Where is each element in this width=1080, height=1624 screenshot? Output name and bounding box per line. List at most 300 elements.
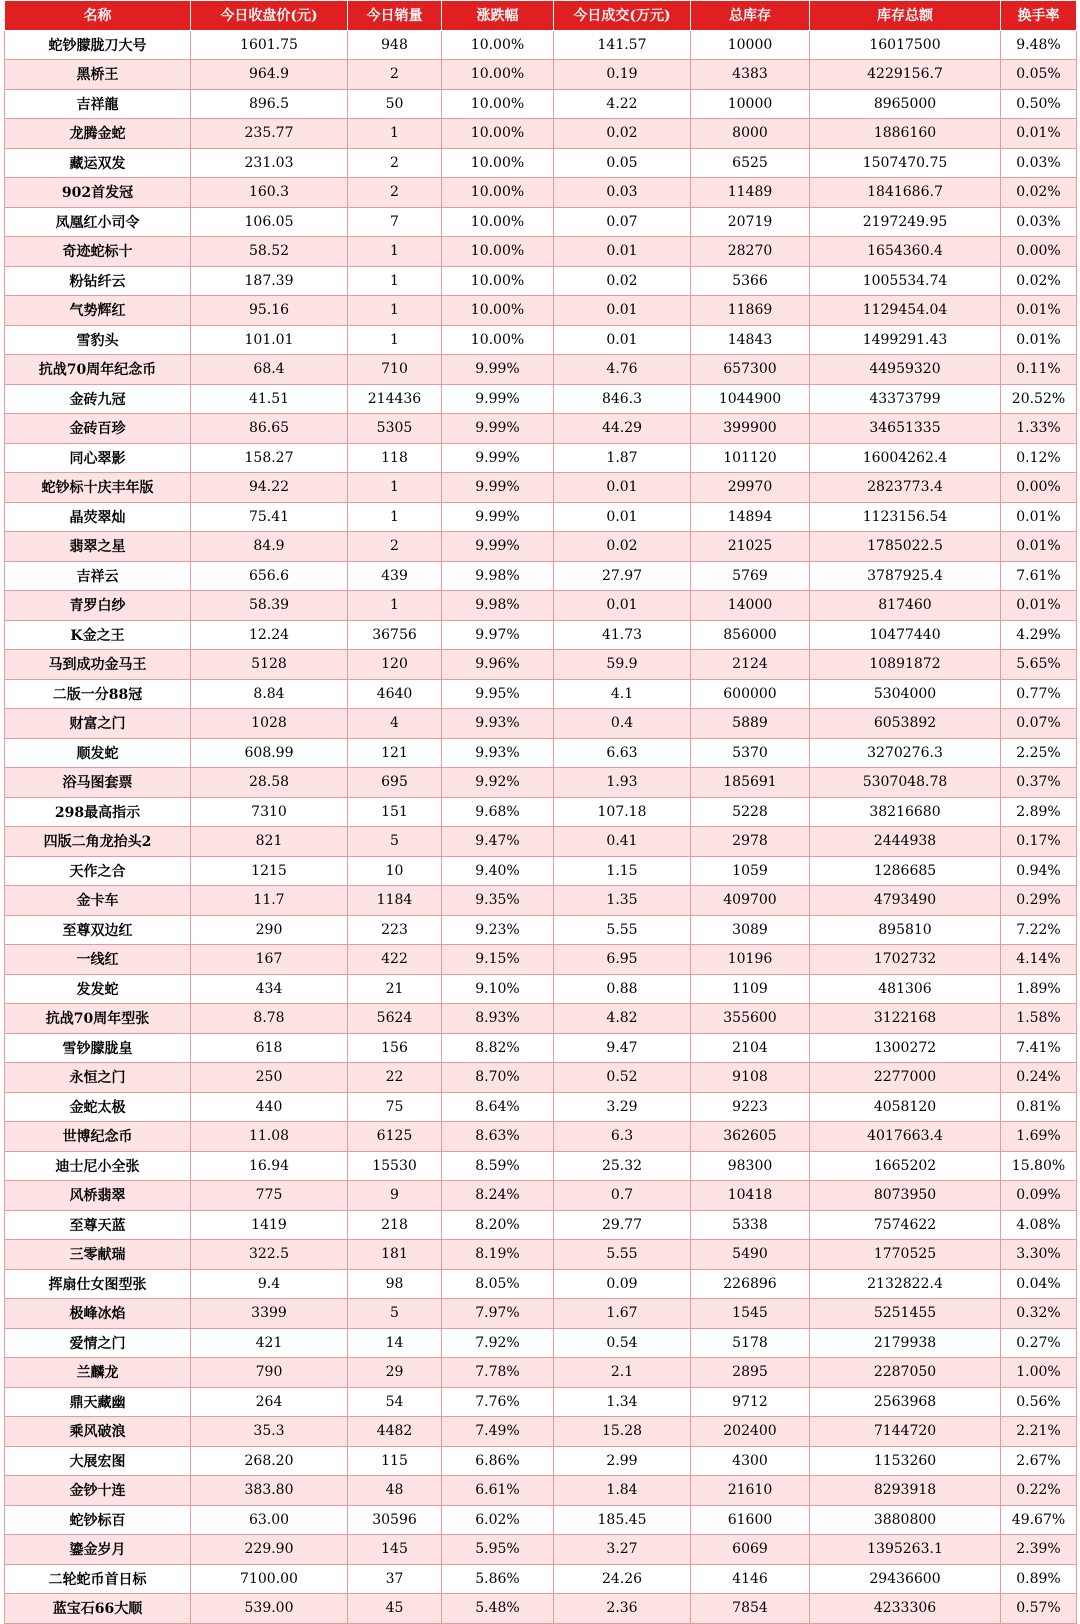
cell-name: 顺发蛇 bbox=[5, 738, 191, 768]
cell-sales: 156 bbox=[348, 1033, 442, 1063]
cell-name: 凤凰红小司令 bbox=[5, 207, 191, 237]
cell-sales: 118 bbox=[348, 443, 442, 473]
cell-inventory: 1109 bbox=[691, 974, 810, 1004]
cell-sales: 2 bbox=[348, 148, 442, 178]
cell-change: 7.49% bbox=[442, 1417, 554, 1447]
cell-change: 5.86% bbox=[442, 1564, 554, 1594]
table-row bbox=[5, 237, 1077, 267]
cell-sales: 1 bbox=[348, 266, 442, 296]
cell-sales: 1 bbox=[348, 119, 442, 149]
cell-close-price: 235.77 bbox=[191, 119, 348, 149]
cell-turnover-rate: 0.94% bbox=[1001, 856, 1077, 886]
cell-turnover-rate: 0.03% bbox=[1001, 148, 1077, 178]
table-row bbox=[5, 325, 1077, 355]
cell-turnover-amount: 0.01 bbox=[554, 473, 691, 503]
cell-inventory: 4146 bbox=[691, 1564, 810, 1594]
cell-sales: 54 bbox=[348, 1387, 442, 1417]
cell-turnover-rate: 0.02% bbox=[1001, 178, 1077, 208]
cell-sales: 948 bbox=[348, 30, 442, 60]
cell-turnover-amount: 24.26 bbox=[554, 1564, 691, 1594]
cell-turnover-rate: 4.08% bbox=[1001, 1210, 1077, 1240]
cell-name: 吉祥龍 bbox=[5, 89, 191, 119]
cell-sales: 5305 bbox=[348, 414, 442, 444]
cell-inventory-value: 44959320 bbox=[810, 355, 1001, 385]
cell-name: 粉钻纤云 bbox=[5, 266, 191, 296]
cell-turnover-rate: 0.05% bbox=[1001, 60, 1077, 90]
cell-inventory-value: 38216680 bbox=[810, 797, 1001, 827]
table-row bbox=[5, 30, 1077, 60]
cell-name: 一线红 bbox=[5, 945, 191, 975]
cell-sales: 10 bbox=[348, 856, 442, 886]
table-row bbox=[5, 797, 1077, 827]
cell-turnover-amount: 1.87 bbox=[554, 443, 691, 473]
cell-sales: 439 bbox=[348, 561, 442, 591]
table-row bbox=[5, 768, 1077, 798]
cell-inventory: 2104 bbox=[691, 1033, 810, 1063]
cell-inventory: 9108 bbox=[691, 1063, 810, 1093]
cell-inventory-value: 1702732 bbox=[810, 945, 1001, 975]
table-row bbox=[5, 1446, 1077, 1476]
cell-turnover-amount: 0.02 bbox=[554, 266, 691, 296]
cell-sales: 4 bbox=[348, 709, 442, 739]
cell-name: 乘风破浪 bbox=[5, 1417, 191, 1447]
table-row bbox=[5, 709, 1077, 739]
cell-name: 浴马图套票 bbox=[5, 768, 191, 798]
cell-turnover-rate: 7.61% bbox=[1001, 561, 1077, 591]
cell-turnover-rate: 0.01% bbox=[1001, 325, 1077, 355]
cell-sales: 4482 bbox=[348, 1417, 442, 1447]
cell-inventory: 5370 bbox=[691, 738, 810, 768]
cell-turnover-rate: 0.01% bbox=[1001, 532, 1077, 562]
cell-close-price: 11.08 bbox=[191, 1122, 348, 1152]
table-row bbox=[5, 679, 1077, 709]
cell-close-price: 68.4 bbox=[191, 355, 348, 385]
cell-name: 气势辉红 bbox=[5, 296, 191, 326]
cell-sales: 22 bbox=[348, 1063, 442, 1093]
cell-turnover-rate: 0.56% bbox=[1001, 1387, 1077, 1417]
cell-turnover-rate: 0.77% bbox=[1001, 679, 1077, 709]
cell-inventory: 5769 bbox=[691, 561, 810, 591]
cell-inventory-value: 8965000 bbox=[810, 89, 1001, 119]
cell-name: 翡翠之星 bbox=[5, 532, 191, 562]
cell-change: 9.93% bbox=[442, 738, 554, 768]
cell-close-price: 160.3 bbox=[191, 178, 348, 208]
cell-inventory: 11869 bbox=[691, 296, 810, 326]
table-body bbox=[5, 30, 1077, 1623]
cell-turnover-rate: 4.14% bbox=[1001, 945, 1077, 975]
table-row bbox=[5, 650, 1077, 680]
cell-turnover-amount: 141.57 bbox=[554, 30, 691, 60]
cell-turnover-rate: 49.67% bbox=[1001, 1505, 1077, 1535]
cell-sales: 151 bbox=[348, 797, 442, 827]
cell-close-price: 1419 bbox=[191, 1210, 348, 1240]
cell-turnover-amount: 0.19 bbox=[554, 60, 691, 90]
cell-close-price: 9.4 bbox=[191, 1269, 348, 1299]
cell-turnover-amount: 0.03 bbox=[554, 178, 691, 208]
cell-sales: 5 bbox=[348, 827, 442, 857]
cell-close-price: 75.41 bbox=[191, 502, 348, 532]
cell-turnover-amount: 0.01 bbox=[554, 296, 691, 326]
table-row bbox=[5, 1092, 1077, 1122]
cell-sales: 5 bbox=[348, 1299, 442, 1329]
cell-change: 10.00% bbox=[442, 30, 554, 60]
cell-change: 8.63% bbox=[442, 1122, 554, 1152]
cell-turnover-rate: 0.24% bbox=[1001, 1063, 1077, 1093]
cell-sales: 214436 bbox=[348, 384, 442, 414]
cell-name: 迪士尼小全张 bbox=[5, 1151, 191, 1181]
cell-inventory: 28270 bbox=[691, 237, 810, 267]
cell-name: 二版一分88冠 bbox=[5, 679, 191, 709]
cell-sales: 5624 bbox=[348, 1004, 442, 1034]
table-row bbox=[5, 738, 1077, 768]
cell-sales: 29 bbox=[348, 1358, 442, 1388]
cell-close-price: 86.65 bbox=[191, 414, 348, 444]
cell-change: 10.00% bbox=[442, 325, 554, 355]
cell-close-price: 187.39 bbox=[191, 266, 348, 296]
cell-inventory: 9223 bbox=[691, 1092, 810, 1122]
cell-turnover-amount: 0.01 bbox=[554, 237, 691, 267]
cell-change: 10.00% bbox=[442, 119, 554, 149]
cell-turnover-rate: 5.65% bbox=[1001, 650, 1077, 680]
cell-close-price: 63.00 bbox=[191, 1505, 348, 1535]
cell-turnover-rate: 20.52% bbox=[1001, 384, 1077, 414]
cell-name: 风桥翡翠 bbox=[5, 1181, 191, 1211]
cell-close-price: 58.52 bbox=[191, 237, 348, 267]
cell-close-price: 790 bbox=[191, 1358, 348, 1388]
cell-inventory: 101120 bbox=[691, 443, 810, 473]
cell-close-price: 5128 bbox=[191, 650, 348, 680]
cell-turnover-rate: 0.01% bbox=[1001, 591, 1077, 621]
cell-turnover-amount: 4.82 bbox=[554, 1004, 691, 1034]
table-row bbox=[5, 1210, 1077, 1240]
cell-close-price: 11.7 bbox=[191, 886, 348, 916]
cell-close-price: 7100.00 bbox=[191, 1564, 348, 1594]
cell-close-price: 618 bbox=[191, 1033, 348, 1063]
cell-turnover-rate: 9.48% bbox=[1001, 30, 1077, 60]
table-row bbox=[5, 1240, 1077, 1270]
cell-inventory: 226896 bbox=[691, 1269, 810, 1299]
cell-close-price: 95.16 bbox=[191, 296, 348, 326]
cell-inventory: 399900 bbox=[691, 414, 810, 444]
cell-change: 7.78% bbox=[442, 1358, 554, 1388]
cell-name: 大展宏图 bbox=[5, 1446, 191, 1476]
table-row bbox=[5, 119, 1077, 149]
cell-inventory-value: 1665202 bbox=[810, 1151, 1001, 1181]
cell-turnover-rate: 2.39% bbox=[1001, 1535, 1077, 1565]
cell-change: 9.96% bbox=[442, 650, 554, 680]
cell-inventory: 1044900 bbox=[691, 384, 810, 414]
cell-sales: 98 bbox=[348, 1269, 442, 1299]
cell-turnover-amount: 4.22 bbox=[554, 89, 691, 119]
cell-sales: 75 bbox=[348, 1092, 442, 1122]
cell-turnover-amount: 5.55 bbox=[554, 1240, 691, 1270]
cell-turnover-rate: 0.01% bbox=[1001, 502, 1077, 532]
cell-change: 7.97% bbox=[442, 1299, 554, 1329]
cell-inventory: 5178 bbox=[691, 1328, 810, 1358]
cell-inventory: 202400 bbox=[691, 1417, 810, 1447]
cell-close-price: 28.58 bbox=[191, 768, 348, 798]
cell-turnover-rate: 0.27% bbox=[1001, 1328, 1077, 1358]
cell-inventory: 10196 bbox=[691, 945, 810, 975]
cell-inventory: 657300 bbox=[691, 355, 810, 385]
cell-change: 5.95% bbox=[442, 1535, 554, 1565]
cell-turnover-rate: 2.67% bbox=[1001, 1446, 1077, 1476]
table-row bbox=[5, 1505, 1077, 1535]
cell-close-price: 84.9 bbox=[191, 532, 348, 562]
cell-close-price: 322.5 bbox=[191, 1240, 348, 1270]
table-row bbox=[5, 974, 1077, 1004]
cell-sales: 21 bbox=[348, 974, 442, 1004]
cell-inventory-value: 2823773.4 bbox=[810, 473, 1001, 503]
cell-turnover-amount: 2.36 bbox=[554, 1594, 691, 1624]
cell-close-price: 94.22 bbox=[191, 473, 348, 503]
cell-inventory: 3089 bbox=[691, 915, 810, 945]
cell-close-price: 231.03 bbox=[191, 148, 348, 178]
cell-name: 兰麟龙 bbox=[5, 1358, 191, 1388]
table-row bbox=[5, 355, 1077, 385]
cell-inventory: 21025 bbox=[691, 532, 810, 562]
cell-change: 9.98% bbox=[442, 591, 554, 621]
cell-inventory: 6069 bbox=[691, 1535, 810, 1565]
table-row bbox=[5, 1181, 1077, 1211]
cell-inventory-value: 1005534.74 bbox=[810, 266, 1001, 296]
cell-inventory: 6525 bbox=[691, 148, 810, 178]
table-row bbox=[5, 915, 1077, 945]
cell-turnover-rate: 0.07% bbox=[1001, 709, 1077, 739]
cell-inventory-value: 1286685 bbox=[810, 856, 1001, 886]
cell-turnover-rate: 2.25% bbox=[1001, 738, 1077, 768]
cell-turnover-amount: 6.3 bbox=[554, 1122, 691, 1152]
cell-inventory-value: 2179938 bbox=[810, 1328, 1001, 1358]
cell-inventory: 409700 bbox=[691, 886, 810, 916]
cell-name: 雪钞朦胧皇 bbox=[5, 1033, 191, 1063]
cell-sales: 710 bbox=[348, 355, 442, 385]
cell-inventory-value: 2444938 bbox=[810, 827, 1001, 857]
cell-turnover-amount: 0.07 bbox=[554, 207, 691, 237]
cell-inventory: 5338 bbox=[691, 1210, 810, 1240]
cell-inventory-value: 2287050 bbox=[810, 1358, 1001, 1388]
cell-close-price: 3399 bbox=[191, 1299, 348, 1329]
cell-change: 9.99% bbox=[442, 532, 554, 562]
cell-close-price: 8.78 bbox=[191, 1004, 348, 1034]
table-row bbox=[5, 384, 1077, 414]
cell-turnover-amount: 2.99 bbox=[554, 1446, 691, 1476]
cell-name: 吉祥云 bbox=[5, 561, 191, 591]
cell-name: 蛇钞朦胧刀大号 bbox=[5, 30, 191, 60]
cell-change: 9.95% bbox=[442, 679, 554, 709]
cell-inventory-value: 1123156.54 bbox=[810, 502, 1001, 532]
cell-close-price: 35.3 bbox=[191, 1417, 348, 1447]
cell-close-price: 268.20 bbox=[191, 1446, 348, 1476]
cell-name: 雪豹头 bbox=[5, 325, 191, 355]
cell-turnover-rate: 4.29% bbox=[1001, 620, 1077, 650]
cell-inventory-value: 3122168 bbox=[810, 1004, 1001, 1034]
cell-sales: 2 bbox=[348, 178, 442, 208]
cell-close-price: 229.90 bbox=[191, 1535, 348, 1565]
cell-sales: 37 bbox=[348, 1564, 442, 1594]
cell-turnover-rate: 3.30% bbox=[1001, 1240, 1077, 1270]
cell-turnover-amount: 3.27 bbox=[554, 1535, 691, 1565]
cell-inventory: 14000 bbox=[691, 591, 810, 621]
cell-inventory-value: 1654360.4 bbox=[810, 237, 1001, 267]
cell-inventory-value: 7574622 bbox=[810, 1210, 1001, 1240]
cell-name: 马到成功金马王 bbox=[5, 650, 191, 680]
header-inventory-value: 库存总额 bbox=[810, 1, 1001, 31]
cell-close-price: 16.94 bbox=[191, 1151, 348, 1181]
cell-inventory: 10000 bbox=[691, 30, 810, 60]
cell-sales: 1 bbox=[348, 591, 442, 621]
cell-inventory: 600000 bbox=[691, 679, 810, 709]
cell-turnover-rate: 0.17% bbox=[1001, 827, 1077, 857]
cell-sales: 15530 bbox=[348, 1151, 442, 1181]
cell-turnover-rate: 0.09% bbox=[1001, 1181, 1077, 1211]
table-row bbox=[5, 620, 1077, 650]
cell-turnover-amount: 0.4 bbox=[554, 709, 691, 739]
cell-inventory: 20719 bbox=[691, 207, 810, 237]
cell-close-price: 250 bbox=[191, 1063, 348, 1093]
table-row bbox=[5, 207, 1077, 237]
table-row bbox=[5, 1151, 1077, 1181]
cell-turnover-rate: 1.69% bbox=[1001, 1122, 1077, 1152]
cell-name: 晶荧翠灿 bbox=[5, 502, 191, 532]
cell-inventory: 5889 bbox=[691, 709, 810, 739]
cell-name: 财富之门 bbox=[5, 709, 191, 739]
table-row bbox=[5, 1535, 1077, 1565]
cell-turnover-amount: 0.02 bbox=[554, 532, 691, 562]
cell-close-price: 1215 bbox=[191, 856, 348, 886]
cell-close-price: 290 bbox=[191, 915, 348, 945]
cell-name: 鼎天藏幽 bbox=[5, 1387, 191, 1417]
table-row bbox=[5, 502, 1077, 532]
cell-inventory: 21610 bbox=[691, 1476, 810, 1506]
cell-turnover-amount: 1.15 bbox=[554, 856, 691, 886]
table-row bbox=[5, 886, 1077, 916]
cell-turnover-rate: 1.00% bbox=[1001, 1358, 1077, 1388]
cell-inventory-value: 1300272 bbox=[810, 1033, 1001, 1063]
cell-sales: 1184 bbox=[348, 886, 442, 916]
cell-change: 9.99% bbox=[442, 502, 554, 532]
cell-name: 挥扇仕女图型张 bbox=[5, 1269, 191, 1299]
stock-table bbox=[4, 0, 1077, 1624]
cell-name: 蛇钞标十庆丰年版 bbox=[5, 473, 191, 503]
cell-name: 永恒之门 bbox=[5, 1063, 191, 1093]
cell-inventory-value: 1785022.5 bbox=[810, 532, 1001, 562]
cell-change: 8.93% bbox=[442, 1004, 554, 1034]
cell-inventory: 14894 bbox=[691, 502, 810, 532]
cell-inventory: 98300 bbox=[691, 1151, 810, 1181]
table-row bbox=[5, 148, 1077, 178]
table-row bbox=[5, 1476, 1077, 1506]
cell-inventory: 5366 bbox=[691, 266, 810, 296]
cell-change: 6.61% bbox=[442, 1476, 554, 1506]
cell-sales: 181 bbox=[348, 1240, 442, 1270]
header-name: 名称 bbox=[5, 1, 191, 31]
cell-turnover-amount: 0.01 bbox=[554, 502, 691, 532]
cell-change: 9.99% bbox=[442, 414, 554, 444]
cell-close-price: 41.51 bbox=[191, 384, 348, 414]
cell-change: 6.86% bbox=[442, 1446, 554, 1476]
cell-close-price: 608.99 bbox=[191, 738, 348, 768]
cell-turnover-amount: 0.09 bbox=[554, 1269, 691, 1299]
cell-close-price: 167 bbox=[191, 945, 348, 975]
table-row bbox=[5, 1387, 1077, 1417]
cell-turnover-amount: 0.88 bbox=[554, 974, 691, 1004]
table-row bbox=[5, 296, 1077, 326]
cell-inventory-value: 16004262.4 bbox=[810, 443, 1001, 473]
cell-change: 9.99% bbox=[442, 384, 554, 414]
cell-inventory-value: 10891872 bbox=[810, 650, 1001, 680]
cell-sales: 1 bbox=[348, 502, 442, 532]
cell-name: 四版二角龙抬头2 bbox=[5, 827, 191, 857]
cell-change: 9.99% bbox=[442, 355, 554, 385]
cell-turnover-rate: 15.80% bbox=[1001, 1151, 1077, 1181]
cell-inventory-value: 1841686.7 bbox=[810, 178, 1001, 208]
cell-sales: 14 bbox=[348, 1328, 442, 1358]
cell-inventory: 2124 bbox=[691, 650, 810, 680]
cell-inventory: 4300 bbox=[691, 1446, 810, 1476]
cell-turnover-amount: 27.97 bbox=[554, 561, 691, 591]
cell-inventory: 11489 bbox=[691, 178, 810, 208]
cell-name: 298最高指示 bbox=[5, 797, 191, 827]
cell-name: 二轮蛇币首日标 bbox=[5, 1564, 191, 1594]
cell-change: 10.00% bbox=[442, 296, 554, 326]
cell-sales: 48 bbox=[348, 1476, 442, 1506]
cell-inventory-value: 34651335 bbox=[810, 414, 1001, 444]
table-row bbox=[5, 945, 1077, 975]
cell-turnover-amount: 0.05 bbox=[554, 148, 691, 178]
cell-close-price: 12.24 bbox=[191, 620, 348, 650]
cell-inventory-value: 3880800 bbox=[810, 1505, 1001, 1535]
cell-inventory-value: 43373799 bbox=[810, 384, 1001, 414]
cell-turnover-rate: 1.89% bbox=[1001, 974, 1077, 1004]
table-row bbox=[5, 532, 1077, 562]
cell-sales: 695 bbox=[348, 768, 442, 798]
cell-inventory: 10000 bbox=[691, 89, 810, 119]
cell-change: 10.00% bbox=[442, 89, 554, 119]
cell-name: 奇迹蛇标十 bbox=[5, 237, 191, 267]
cell-inventory: 61600 bbox=[691, 1505, 810, 1535]
cell-inventory-value: 817460 bbox=[810, 591, 1001, 621]
cell-change: 9.99% bbox=[442, 443, 554, 473]
cell-turnover-rate: 7.41% bbox=[1001, 1033, 1077, 1063]
cell-inventory: 2895 bbox=[691, 1358, 810, 1388]
cell-turnover-amount: 0.01 bbox=[554, 591, 691, 621]
table-row bbox=[5, 414, 1077, 444]
cell-sales: 218 bbox=[348, 1210, 442, 1240]
cell-change: 8.59% bbox=[442, 1151, 554, 1181]
cell-turnover-amount: 846.3 bbox=[554, 384, 691, 414]
cell-inventory-value: 481306 bbox=[810, 974, 1001, 1004]
cell-turnover-amount: 59.9 bbox=[554, 650, 691, 680]
cell-inventory-value: 8073950 bbox=[810, 1181, 1001, 1211]
cell-turnover-rate: 0.11% bbox=[1001, 355, 1077, 385]
cell-inventory-value: 4229156.7 bbox=[810, 60, 1001, 90]
header-change: 涨跌幅 bbox=[442, 1, 554, 31]
table-row bbox=[5, 1033, 1077, 1063]
cell-turnover-amount: 6.63 bbox=[554, 738, 691, 768]
cell-change: 9.93% bbox=[442, 709, 554, 739]
cell-turnover-amount: 29.77 bbox=[554, 1210, 691, 1240]
cell-name: 鎏金岁月 bbox=[5, 1535, 191, 1565]
cell-name: 金砖九冠 bbox=[5, 384, 191, 414]
cell-name: 金卡车 bbox=[5, 886, 191, 916]
table-row bbox=[5, 1594, 1077, 1624]
cell-name: 金砖百珍 bbox=[5, 414, 191, 444]
cell-turnover-rate: 0.29% bbox=[1001, 886, 1077, 916]
cell-name: 天作之合 bbox=[5, 856, 191, 886]
cell-close-price: 264 bbox=[191, 1387, 348, 1417]
cell-close-price: 964.9 bbox=[191, 60, 348, 90]
